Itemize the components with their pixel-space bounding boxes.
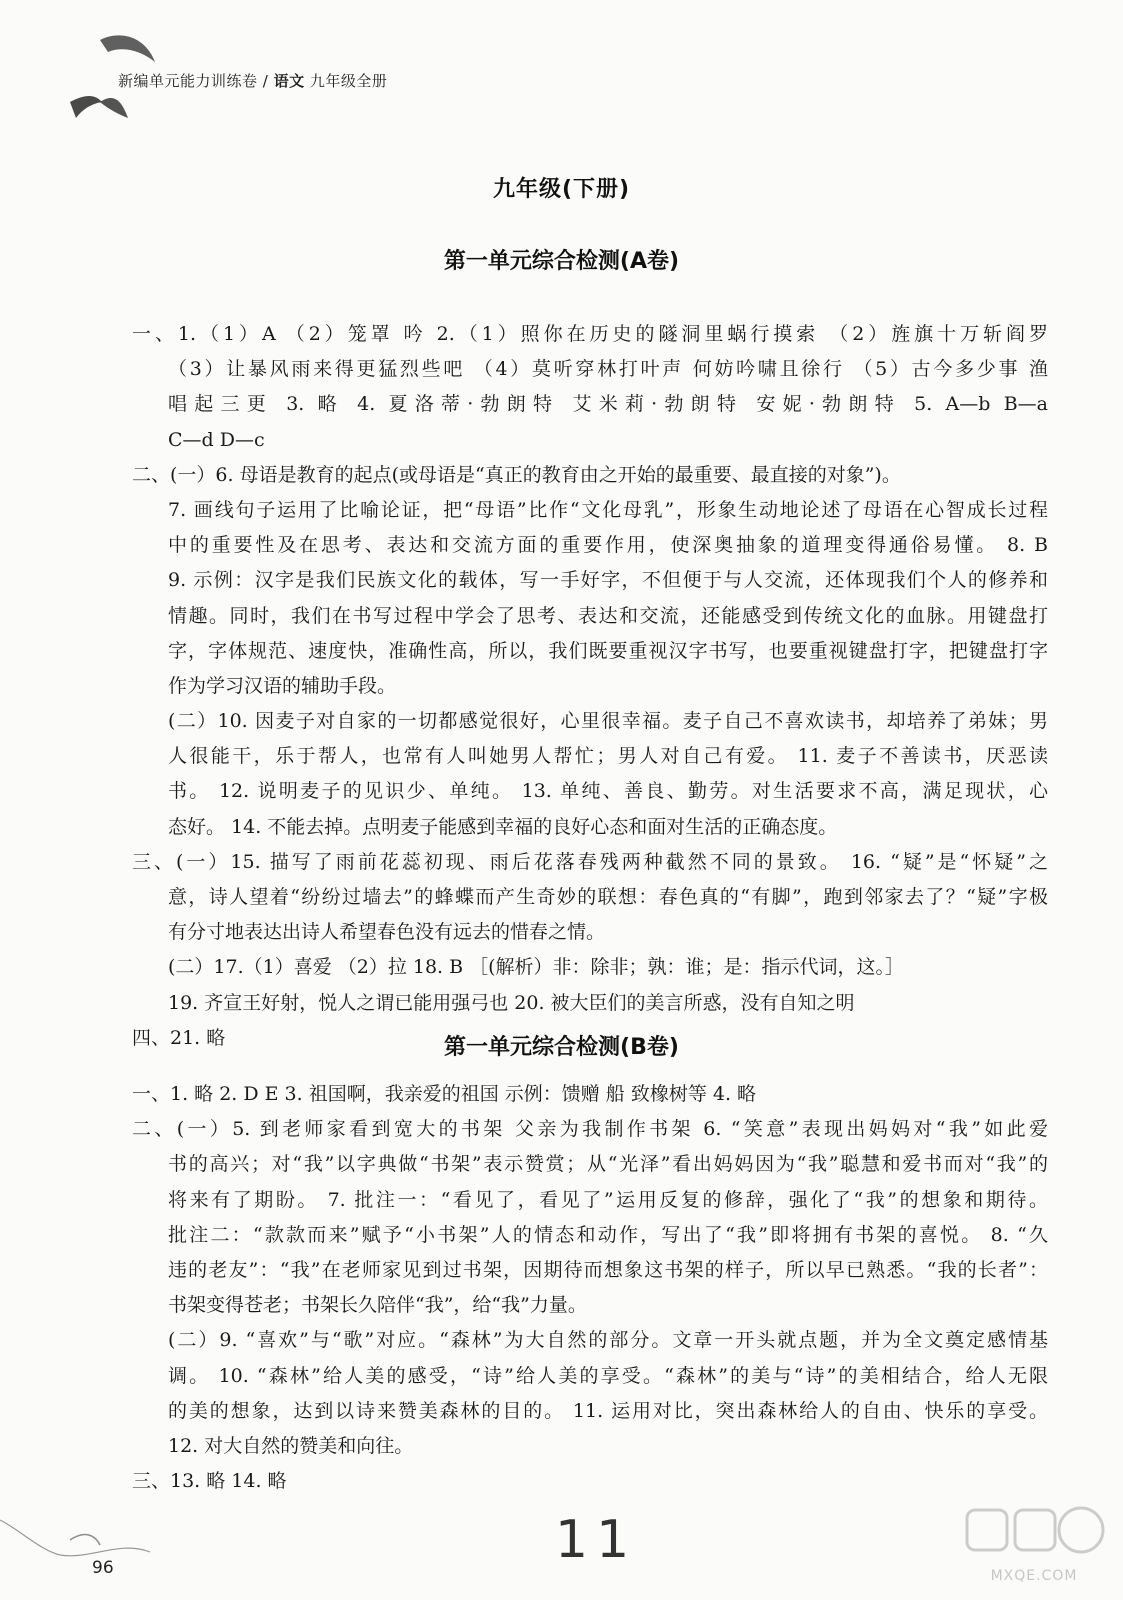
section-a-title: 第一单元综合检测(A卷) [443, 249, 680, 274]
answer-line: 情趣。同时，我们在书写过程中学会了思考、表达和交流，还能感受到传统文化的血脉。用键盘打 [168, 604, 1048, 627]
answer-line: 字，字体规范、速度快，准确性高，所以，我们既要重视汉字书写，也要重视键盘打字，把键盘打字 [168, 639, 1048, 662]
answer-line: 书的高兴；对“我”以字典做“书架”表示赞赏；从“光泽”看出妈妈因为“我”聪慧和爱书而对“我”的 [168, 1153, 1048, 1176]
page-header [118, 70, 387, 91]
answer-line: 意，诗人望着“纷纷过墙去”的蜂蝶而产生奇妙的联想：春色真的“有脚”，跑到邻家去了？“疑”字极 [168, 886, 1048, 908]
answer-line: (二）9. “喜欢”与“歌”对应。“森林”为大自然的部分。文章一开头就点题，并为全文奠定感情基 [168, 1329, 1048, 1352]
answer-line: 中的重要性及在思考、表达和交流方面的重要作用，使深奥抽象的道理变得通俗易懂。 8. B [168, 534, 1048, 557]
watermark-text: MXQE.COM [990, 1568, 1078, 1584]
answer-line: 二、(一）6. 母语是教育的起点(或母语是“真正的教育由之开始的最重要、最直接的对象”)。 [132, 463, 901, 486]
section-a-answers [132, 317, 1048, 1056]
section-b-title: 第一单元综合检测(B卷) [444, 1035, 679, 1060]
answer-line: 书。 12. 说明麦子的见识少、单纯。 13. 单纯、善良、勤劳。对生活要求不高，满足现状，心 [168, 780, 1048, 803]
answer-line: 将来有了期盼。 7. 批注一：“看见了，看见了”运用反复的修辞，强化了“我”的想象和期待。 [168, 1188, 1048, 1211]
answer-line: （3）让暴风雨来得更猛烈些吧 （4）莫听穿林打叶声 何妨吟啸且徐行 （5）古今多少事 渔 [168, 358, 1048, 381]
answer-line: 四、21. 略 [132, 1026, 226, 1049]
answer-line: 7. 画线句子运用了比喻论证，把“母语”比作“文化母乳”，形象生动地论述了母语在心智成长过程 [168, 498, 1048, 521]
answer-line: 的美的想象，达到以诗来赞美森林的目的。 11. 运用对比，突出森林给人的自由、快乐的享受。 [168, 1399, 1048, 1422]
answer-line: 唱起三更 3. 略 4. 夏洛蒂·勃朗特 艾米莉·勃朗特 安妮·勃朗特 5. A—b B—a [168, 393, 1048, 416]
page-number: 96 [92, 1558, 114, 1578]
answer-line: 三、(一）15. 描写了雨前花蕊初现、雨后花落春残两种截然不同的景致。 16. “疑”是“怀疑”之 [132, 850, 1048, 873]
answer-line: (二）17.（1）喜爱 （2）拉 18. B ［(解析）非：除非；孰：谁；是：指示代词，这。］ [168, 956, 905, 979]
header-subject: 语文 [273, 72, 305, 90]
answer-line: 9. 示例：汉字是我们民族文化的载体，写一手好字，不但便于与人交流，还体现我们个人的修养和 [168, 569, 1048, 592]
answer-line: 一、1. 略 2. D E 3. 祖国啊，我亲爱的祖国 示例：馈赠 船 致橡树等 4. 略 [132, 1083, 757, 1105]
answer-line: 19. 齐宣王好射，悦人之谓已能用强弓也 20. 被大臣们的美言所惑，没有自知之明 [168, 991, 855, 1014]
answer-line: 人很能干，乐于帮人，也常有人叫她男人帮忙；男人对自己有爱。 11. 麦子不善读书，厌恶读 [168, 745, 1048, 768]
answer-line: (二）10. 因麦子对自家的一切都感觉很好，心里很幸福。麦子自己不喜欢读书，却培养了弟妹；男 [168, 710, 1048, 733]
answer-line: 态好。 14. 不能去掉。点明麦子能感到幸福的良好心态和面对生活的正确态度。 [168, 815, 838, 838]
grade-title: 九年级(下册) [492, 177, 631, 202]
corner-bird-decoration-icon [0, 1500, 180, 1570]
answer-line: 三、13. 略 14. 略 [132, 1470, 287, 1493]
answer-line: 作为学习汉语的辅助手段。 [168, 674, 397, 697]
header-series: 新编单元能力训练卷 / [118, 72, 274, 90]
answer-line: 一、1.（1）A （2）笼罩 吟 2.（1）照你在历史的隧洞里蜗行摸索 （2）旌旗十万斩阎罗 [132, 323, 1048, 345]
watermark-stamp-icon [959, 1500, 1109, 1570]
watermark [959, 1500, 1109, 1595]
answer-line: 有分寸地表达出诗人希望春色没有远去的惜春之情。 [168, 921, 606, 944]
answer-line: 批注二：“款款而来”赋予“小书架”人的情态和动作，写出了“我”即将拥有书架的喜悦。 8. “久 [168, 1223, 1048, 1246]
answer-line: C—d D—c [168, 428, 265, 451]
answer-line: 违的老友”：“我”在老师家见到过书架，因期待而想象这书架的样子，所以早已熟悉。“我的长者”： [168, 1258, 1048, 1281]
handwritten-mark: 11 [555, 1510, 638, 1570]
header-grade: 九年级全册 [304, 72, 388, 90]
answer-line: 调。 10. “森林”给人美的感受，“诗”给人美的享受。“森林”的美与“诗”的美相结合，给人无限 [168, 1364, 1048, 1387]
answer-line: 二、(一）5. 到老师家看到宽大的书架 父亲为我制作书架 6. “笑意”表现出妈妈对“我”如此爱 [132, 1118, 1048, 1141]
answer-line: 12. 对大自然的赞美和向往。 [168, 1434, 414, 1457]
answer-line: 书架变得苍老；书架长久陪伴“我”，给“我”力量。 [168, 1294, 587, 1317]
section-b-answers [132, 1077, 1048, 1499]
